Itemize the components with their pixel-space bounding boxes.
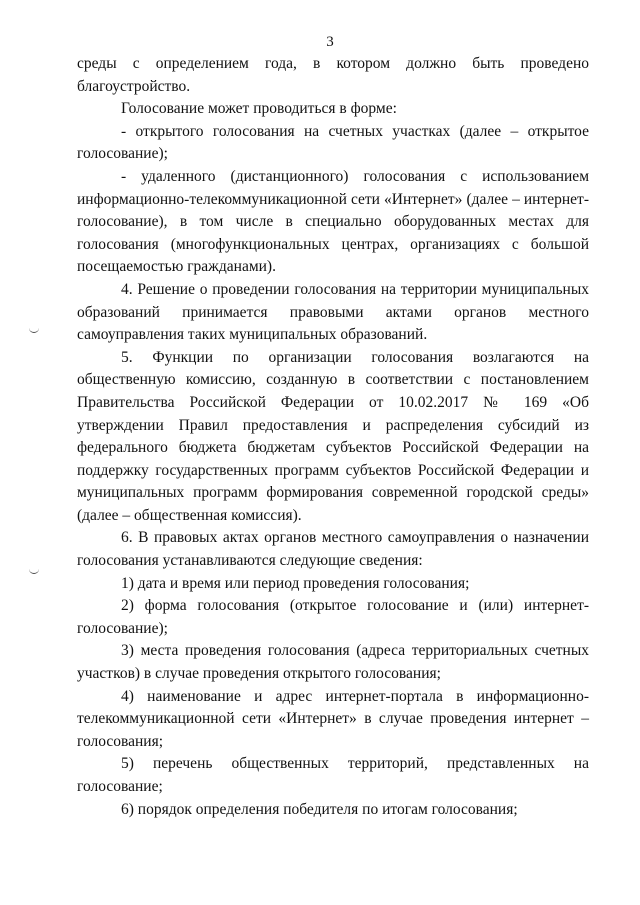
paragraph-voting-forms: Голосование может проводиться в форме: <box>121 100 397 118</box>
paragraph-continuation: среды с определением года, в котором должно быть проведено благоустройство. <box>77 55 589 95</box>
list-item: 6) порядок определения победителя по итогам голосования; <box>121 800 518 818</box>
list-item: 2) форма голосования (открытое голосование и (или) интернет-голосование); <box>77 597 589 637</box>
list-item: 4) наименование и адрес интернет-портала в информационно-телекоммуникационной сети «Интернет» в случае проведения интернет – голосования; <box>77 687 589 750</box>
paragraph-item-5: 5. Функции по организации голосования возлагаются на общественную комиссию, созданную в соответствии с постановлением Правительства Российской Федерации от 10.02.2017 № 169 «Об утверждении Правил предоставления и распределения субсидий из федерального бюджета бюджетам субъектов Российской Федерации на поддержку государственных программ субъектов Российской Федерации и муниципальных программ формирования современной городской среды» (далее – общественная комиссия). <box>77 348 589 524</box>
margin-mark <box>29 326 39 333</box>
paragraph-item-6: 6. В правовых актах органов местного самоуправления о назначении голосования устанавливаются следующие сведения: <box>77 529 589 570</box>
paragraph-remote-voting: - удаленного (дистанционного) голосования с использованием информационно-телекоммуникационной сети «Интернет» (далее – интернет-голосование), в том числе в специально оборудованных местах для голосования (многофункциональных центрах, организациях с большой посещаемостью гражданами). <box>77 167 589 276</box>
list-item: 3) места проведения голосования (адреса территориальных счетных участков) в случае проведения открытого голосования; <box>77 642 589 683</box>
paragraph-item-4: 4. Решение о проведении голосования на территории муниципальных образований принимается правовыми актами органов местного самоуправления таких муниципальных образований. <box>77 280 589 344</box>
document-body <box>77 53 589 821</box>
list-item: 1) дата и время или период проведения голосования; <box>121 574 470 592</box>
margin-mark <box>29 567 39 574</box>
paragraph-open-voting: - открытого голосования на счетных участках (далее – открытое голосование); <box>77 122 589 163</box>
list-item: 5) перечень общественных территорий, представленных на голосование; <box>77 755 589 795</box>
page-number: 3 <box>326 34 334 50</box>
